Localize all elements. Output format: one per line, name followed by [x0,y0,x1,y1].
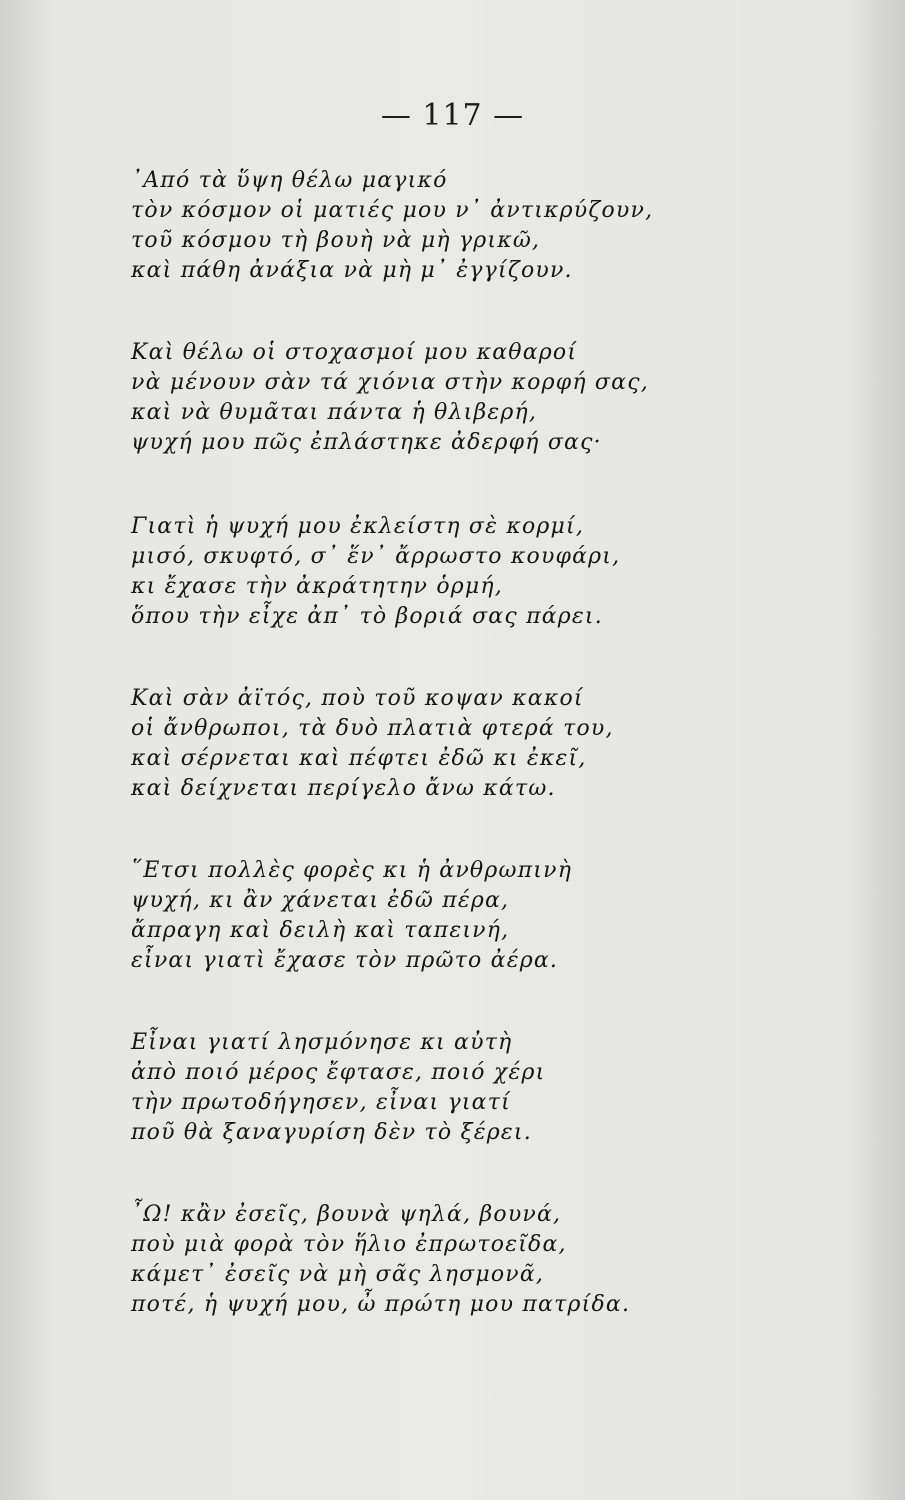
page-number: — 117 — [380,98,525,133]
poem-line: κι ἔχασε τὴν ἀκράτητην ὁρμή, [131,574,503,599]
poem-line: ἀπὸ ποιό μέρος ἔφτασε, ποιό χέρι [131,1060,546,1085]
poem-line: ποτέ, ἡ ψυχή μου, ὦ πρώτη μου πατρίδα. [131,1292,631,1317]
poem-line: τὸν κόσμον οἱ ματιές μου ν᾿ ἀντικρύζουν, [131,198,654,223]
poem-line: ψυχή, κι ἂν χάνεται ἐδῶ πέρα, [131,888,510,913]
poem-line: ποὺ μιὰ φορὰ τὸν ἥλιο ἐπρωτοεῖδα, [131,1232,567,1257]
poem-line: ποῦ θὰ ξαναγυρίση δὲν τὸ ξέρει. [131,1120,532,1145]
poem-line: καὶ πάθη ἀνάξια νὰ μὴ μ᾿ ἐγγίζουν. [131,258,573,283]
poem-line: ῞Ετσι πολλὲς φορὲς κι ἡ ἀνθρωπινὴ [131,858,573,883]
poem-line: τὴν πρωτοδήγησεν, εἶναι γιατί [131,1090,511,1115]
poem-line: ᾿Από τὰ ὕψη θέλω μαγικό [131,168,448,193]
stanza-3 [131,512,831,632]
stanza-1 [131,166,831,286]
poem-line: κάμετ᾿ ἐσεῖς νὰ μὴ σᾶς λησμονᾶ, [131,1262,545,1287]
poem-line: ῏Ω! κἂν ἐσεῖς, βουνὰ ψηλά, βουνά, [131,1202,562,1227]
poem-line: καὶ νὰ θυμᾶται πάντα ἡ θλιβερή, [131,400,538,425]
poem-line: οἱ ἄνθρωποι, τὰ δυὸ πλατιὰ φτερά του, [131,716,614,741]
stanza-5 [131,856,831,976]
poem-line: εἶναι γιατὶ ἔχασε τὸν πρῶτο ἀέρα. [131,948,559,973]
poem-line: ὅπου τὴν εἶχε ἀπ᾿ τὸ βοριά σας πάρει. [131,604,603,629]
stanza-2 [131,338,831,458]
stanza-7 [131,1200,831,1320]
poem-line: νὰ μένουν σὰν τά χιόνια στὴν κορφή σας, [131,370,649,395]
poem-line: μισό, σκυφτό, σ᾿ ἕν᾿ ἄρρωστο κουφάρι, [131,544,621,569]
poem-line: Εἶναι γιατί λησμόνησε κι αὐτὴ [131,1030,513,1055]
stanza-6 [131,1028,831,1148]
poem-line: τοῦ κόσμου τὴ βουὴ νὰ μὴ γρικῶ, [131,228,541,253]
poem-line: ἄπραγη καὶ δειλὴ καὶ ταπεινή, [131,918,510,943]
poem-line: Καὶ σὰν ἀϊτός, ποὺ τοῦ κοψαν κακοί [131,686,584,711]
poem-line: Καὶ θέλω οἱ στοχασμοί μου καθαροί [131,340,578,365]
poem-line: καὶ σέρνεται καὶ πέφτει ἐδῶ κι ἐκεῖ, [131,746,587,771]
poem-line: καὶ δείχνεται περίγελο ἄνω κάτω. [131,776,556,801]
poem [131,166,831,1372]
stanza-4 [131,684,831,804]
poem-line: Γιατὶ ἡ ψυχή μου ἐκλείστη σὲ κορμί, [131,514,585,539]
poem-line: ψυχή μου πῶς ἐπλάστηκε ἀδερφή σας· [131,430,602,455]
